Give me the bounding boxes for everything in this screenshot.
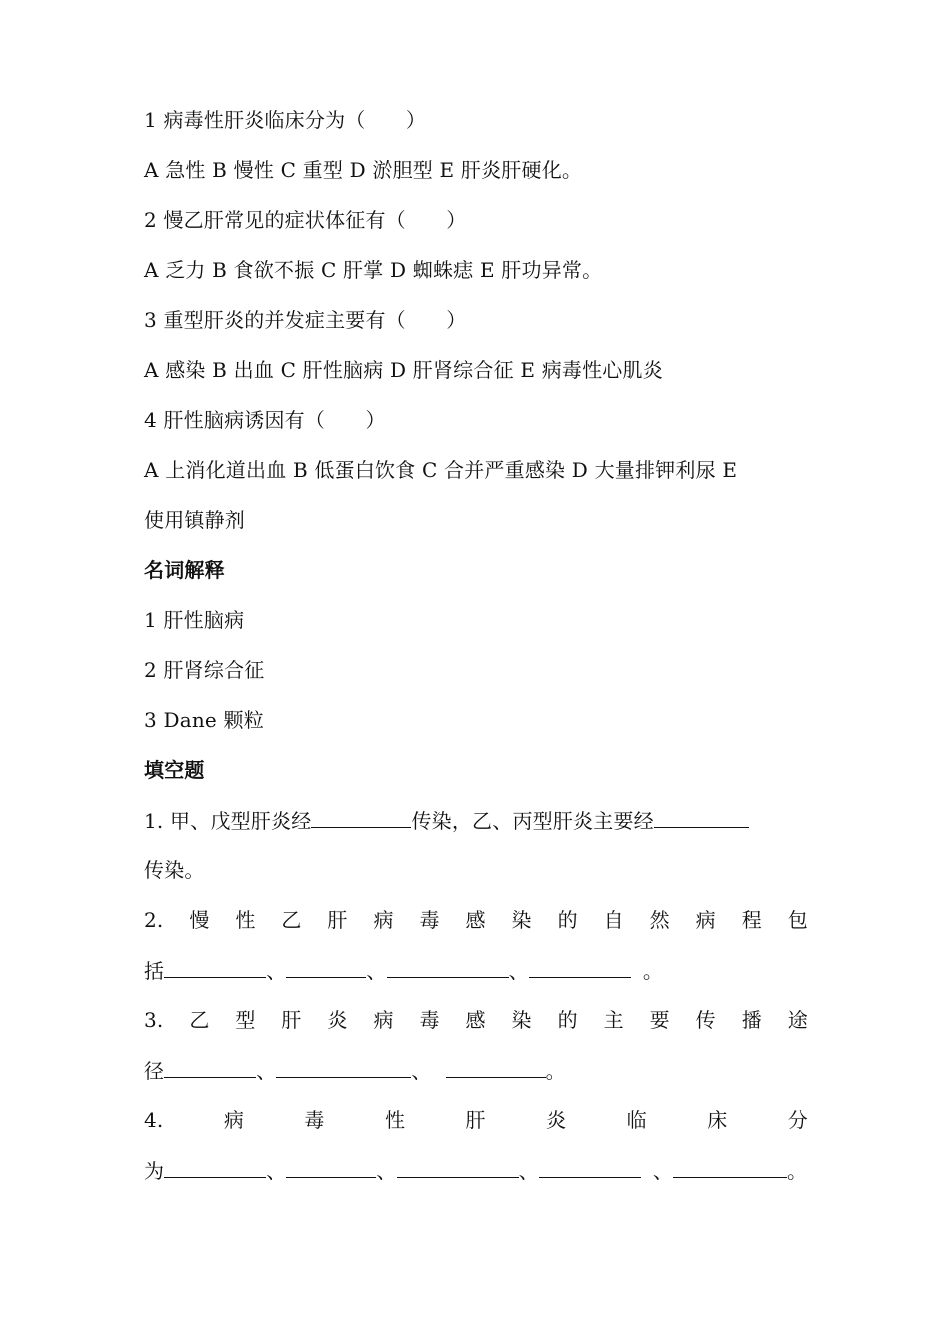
fill-char: 床 xyxy=(707,1108,728,1132)
answer-blank[interactable] xyxy=(673,1155,787,1178)
fill-char: 的 xyxy=(557,1008,578,1032)
mcq-question-2: 2 慢乙肝常见的症状体征有（ ） xyxy=(144,208,467,232)
answer-blank[interactable] xyxy=(387,955,509,978)
fill-char: 型 xyxy=(235,1008,256,1032)
mcq-options-4: A 上消化道出血 B 低蛋白饮食 C 合并严重感染 D 大量排钾利尿 E xyxy=(144,458,738,482)
answer-blank[interactable] xyxy=(164,955,266,978)
fill-question-1 xyxy=(144,805,808,835)
separator: 、 xyxy=(518,1159,539,1183)
fill-question-2 xyxy=(144,905,808,935)
fill-char: 乙 xyxy=(189,1008,210,1032)
fill-2-start: 括 xyxy=(144,959,165,983)
fill-char: 2. xyxy=(144,908,164,932)
answer-blank[interactable] xyxy=(654,805,749,828)
fill-4-start: 为 xyxy=(144,1159,165,1183)
fill-char: 3. xyxy=(144,1008,164,1032)
section-heading-fill: 填空题 xyxy=(144,758,205,782)
mcq-options-2: A 乏力 B 食欲不振 C 肝掌 D 蜘蛛痣 E 肝功异常。 xyxy=(144,258,603,282)
fill-char: 途 xyxy=(787,1008,808,1032)
term-1: 1 肝性脑病 xyxy=(144,608,245,632)
sentence-end: 。 xyxy=(787,1159,808,1183)
separator: 、 xyxy=(266,959,287,983)
fill-char: 程 xyxy=(741,908,762,932)
fill-char: 慢 xyxy=(189,908,210,932)
fill-char: 包 xyxy=(787,908,808,932)
fill-char: 自 xyxy=(603,908,624,932)
fill-char: 乙 xyxy=(281,908,302,932)
fill-char: 感 xyxy=(465,1008,486,1032)
fill-question-3 xyxy=(144,1005,808,1035)
fill-3-start: 径 xyxy=(144,1059,165,1083)
mcq-options-4-continued: 使用镇静剂 xyxy=(144,508,245,532)
mcq-options-3: A 感染 B 出血 C 肝性脑病 D 肝肾综合征 E 病毒性心肌炎 xyxy=(144,358,663,382)
mcq-question-3: 3 重型肝炎的并发症主要有（ ） xyxy=(144,308,467,332)
answer-blank[interactable] xyxy=(164,1155,266,1178)
fill-question-4 xyxy=(144,1105,808,1135)
answer-blank[interactable] xyxy=(286,955,366,978)
fill-char: 毒 xyxy=(419,908,440,932)
fill-char: 4. xyxy=(144,1108,164,1132)
fill-1-text-b: 传染，乙、丙型肝炎主要经 xyxy=(411,809,654,833)
separator: 、 xyxy=(508,959,529,983)
answer-blank[interactable] xyxy=(539,1155,641,1178)
answer-blank[interactable] xyxy=(276,1055,411,1078)
answer-blank[interactable] xyxy=(164,1055,256,1078)
fill-char: 的 xyxy=(557,908,578,932)
fill-4-answers xyxy=(144,1155,808,1185)
fill-1-text-a: 1. 甲、戊型肝炎经 xyxy=(144,809,312,833)
fill-char: 主 xyxy=(603,1008,624,1032)
fill-char: 肝 xyxy=(465,1108,486,1132)
mcq-options-1: A 急性 B 慢性 C 重型 D 淤胆型 E 肝炎肝硬化。 xyxy=(144,158,583,182)
separator: 、 xyxy=(411,1059,432,1083)
fill-char: 性 xyxy=(384,1108,406,1132)
fill-3-answers xyxy=(144,1055,808,1085)
separator: 、 xyxy=(266,1159,287,1183)
answer-blank[interactable] xyxy=(397,1155,519,1178)
answer-blank[interactable] xyxy=(311,805,411,828)
fill-char: 毒 xyxy=(419,1008,440,1032)
section-heading-terms: 名词解释 xyxy=(144,558,225,582)
fill-char: 炎 xyxy=(546,1108,567,1132)
mcq-question-1: 1 病毒性肝炎临床分为（ ） xyxy=(144,108,427,132)
answer-blank[interactable] xyxy=(286,1155,376,1178)
fill-char: 病 xyxy=(373,1008,394,1032)
fill-char: 毒 xyxy=(304,1108,325,1132)
fill-char: 性 xyxy=(235,908,256,932)
fill-char: 然 xyxy=(649,908,670,932)
fill-char: 要 xyxy=(649,1008,670,1032)
fill-char: 病 xyxy=(223,1108,245,1132)
fill-char: 肝 xyxy=(327,908,348,932)
fill-char: 播 xyxy=(741,1008,762,1032)
fill-char: 染 xyxy=(511,1008,532,1032)
fill-1-continued: 传染。 xyxy=(144,858,205,882)
fill-char: 分 xyxy=(787,1108,808,1132)
fill-char: 染 xyxy=(511,908,532,932)
sentence-end: 。 xyxy=(545,1059,566,1083)
answer-blank[interactable] xyxy=(529,955,631,978)
separator: 、 xyxy=(652,1159,674,1183)
mcq-question-4: 4 肝性脑病诱因有（ ） xyxy=(144,408,386,432)
fill-char: 肝 xyxy=(281,1008,302,1032)
term-2: 2 肝肾综合征 xyxy=(144,658,265,682)
fill-char: 感 xyxy=(465,908,486,932)
answer-blank[interactable] xyxy=(446,1055,546,1078)
term-3: 3 Dane 颗粒 xyxy=(144,708,264,732)
fill-char: 传 xyxy=(695,1008,716,1032)
separator: 、 xyxy=(376,1159,397,1183)
separator: 、 xyxy=(366,959,387,983)
fill-2-answers xyxy=(144,955,808,985)
fill-char: 病 xyxy=(373,908,394,932)
sentence-end: 。 xyxy=(642,959,664,983)
fill-char: 炎 xyxy=(327,1008,348,1032)
fill-char: 临 xyxy=(626,1108,647,1132)
separator: 、 xyxy=(256,1059,277,1083)
fill-char: 病 xyxy=(695,908,716,932)
